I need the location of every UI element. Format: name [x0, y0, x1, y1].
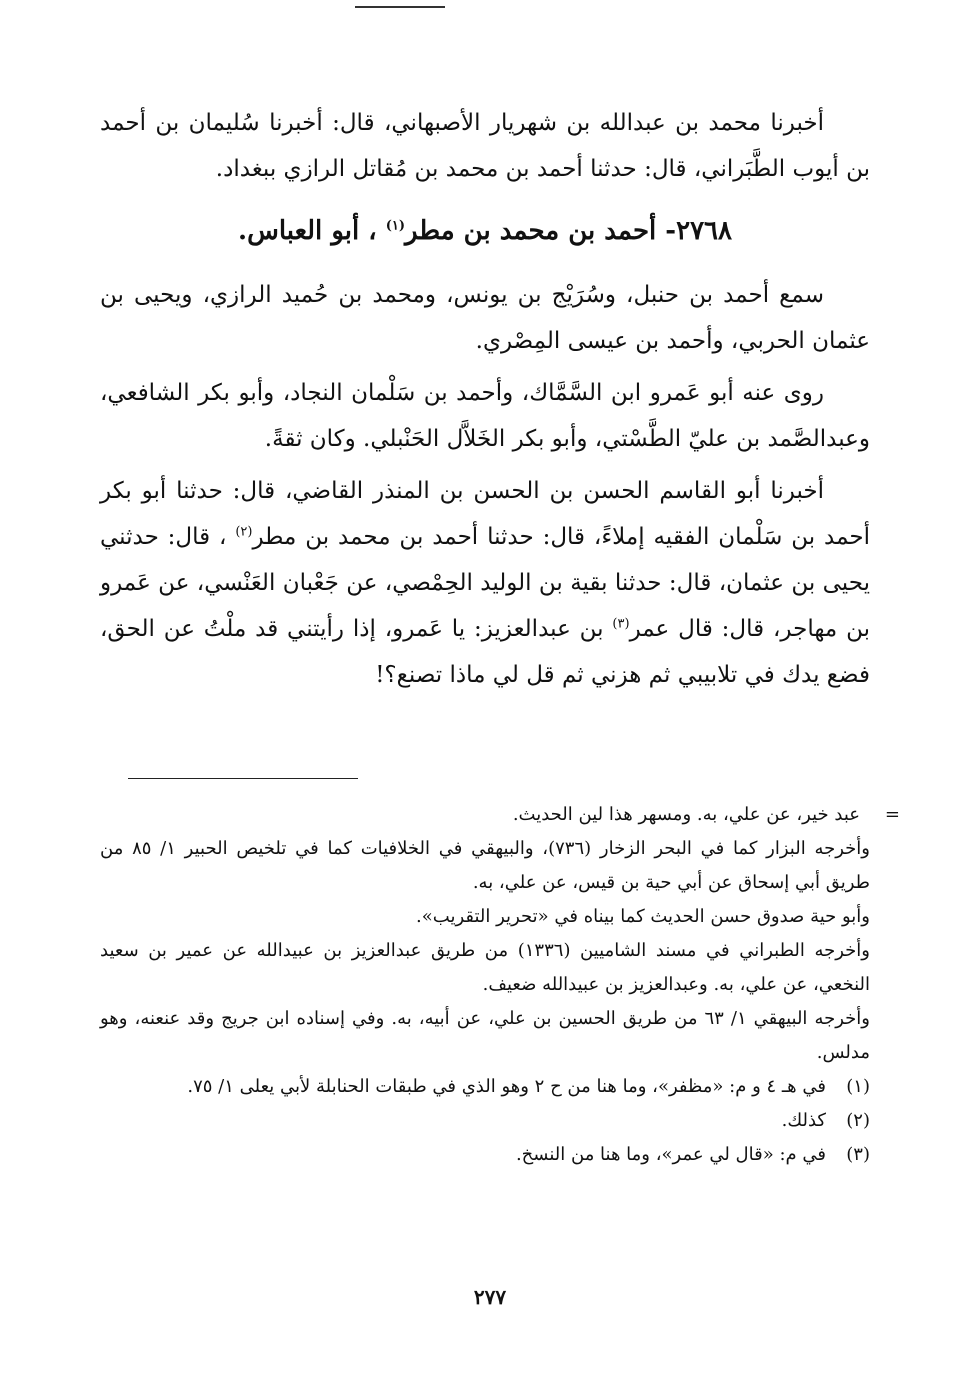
- entry-paragraph-3: [100, 468, 870, 698]
- footnote-continued-2: [100, 832, 870, 900]
- footnote-continued-2-text: وأخرجه البزار كما في البحر الزخار (٧٣٦)، والبيهقي في الخلافيات كما في تلخيص الحبير ١/ ٨٥ من طريق أبي إسحاق عن أبي حية بن قيس، عن علي، به.: [100, 838, 870, 893]
- entry-p1-text: سمع أحمد بن حنبل، وسُرَيْج بن يونس، ومحمد بن حُميد الرازي، ويحيى بن عثمان الحربي، وأحمد بن عيسى المِصْري.: [100, 282, 870, 354]
- footnote-continued-3: [100, 900, 870, 934]
- entry-p3-part-b: ، قال: حدثني يحيى بن عثمان، قال: حدثنا بقية بن الوليد الحِمْصي، عن جَعْبان العَنْسي، عن عَمرو بن مهاجر، قال: قال عمر: [100, 524, 870, 642]
- footnote-continuation-mark: =: [884, 804, 900, 825]
- page-number: ٢٧٧: [473, 1285, 507, 1309]
- footnote-continued-4: [100, 934, 870, 1002]
- footnote-continued-5: [100, 1002, 870, 1070]
- footnote-continued-1-text: عبد خير، عن علي، به. ومسهر هذا لين الحديث.: [512, 804, 860, 825]
- footnote-2: [100, 1104, 870, 1138]
- intro-paragraph: [100, 100, 870, 192]
- footnote-separator: [128, 778, 358, 779]
- footnote-3-text: في م: «قال لي عمر»، وما هنا من النسخ.: [515, 1144, 826, 1165]
- entry-paragraph-1: [100, 272, 870, 364]
- footnote-1: [100, 1070, 870, 1104]
- footnote-3: [100, 1138, 870, 1172]
- footnote-ref-1[interactable]: (١): [385, 218, 406, 234]
- footnote-continued-4-text: وأخرجه الطبراني في مسند الشاميين (١٣٣٦) من طريق عبدالعزيز بن عبيدالله عن عمير بن سعيد النخعي، عن علي، به. وعبدالعزيز بن عبيدالله ضعيف.: [100, 940, 870, 995]
- entry-p3-part-a: أخبرنا أبو القاسم الحسن بن الحسن بن المنذر القاضي، قال: حدثنا أبو بكر أحمد بن سَلْمان الفقيه إملاءً، قال: حدثنا أحمد بن محمد بن مطر: [100, 478, 871, 550]
- footnote-ref-2[interactable]: (٢): [235, 524, 253, 540]
- entry-heading: [100, 208, 870, 254]
- entry-p2-text: روى عنه أبو عَمرو ابن السَّمَّاك، وأحمد بن سَلْمان النجاد، وأبو بكر الشافعي، وعبدالصَّمد بن عليّ الطَّسْتي، وأبو بكر الخَلاَّل الحَنْبلي. وكان ثقةً.: [100, 380, 870, 452]
- footnote-continued-1: [100, 798, 870, 832]
- footnote-continued-3-text: وأبو حية صدوق حسن الحديث كما بيناه في «تحرير التقريب».: [416, 906, 870, 927]
- entry-heading-tail: ، أبو العباس.: [238, 216, 377, 246]
- footnote-3-number: (٣): [846, 1144, 870, 1165]
- footnotes-section: [100, 798, 900, 1172]
- footnote-1-text: في هـ ٤ و م: «مظفر»، وما هنا من ح ٢ وهو الذي في طبقات الحنابلة لأبي يعلى ١/ ٧٥.: [187, 1076, 826, 1097]
- entry-p3-part-c: بن عبدالعزيز: يا عَمرو، إذا رأيتني قد ملْتُ عن الحق، فضع يدك في تلابيبي ثم هزني ثم قل لي ماذا تصنع؟!: [100, 616, 870, 688]
- footnote-1-number: (١): [846, 1076, 870, 1097]
- footnote-2-text: كذلك.: [781, 1110, 826, 1131]
- top-rule: [355, 6, 445, 8]
- footnote-2-number: (٢): [846, 1110, 870, 1131]
- entry-heading-text: ٢٧٦٨- أحمد بن محمد بن مطر: [405, 216, 732, 246]
- entry-paragraph-2: [100, 370, 870, 462]
- main-text: [100, 100, 870, 698]
- footnote-ref-3[interactable]: (٣): [612, 616, 630, 632]
- footnote-continued-5-text: وأخرجه البيهقي ١/ ٦٣ من طريق الحسين بن علي، عن أبيه، به. وفي إسناده ابن جريج وقد عنعنه، وهو مدلس.: [100, 1008, 870, 1063]
- intro-line: أخبرنا محمد بن عبدالله بن شهريار الأصبهاني، قال: أخبرنا سُليمان بن أحمد بن أيوب الطَّبَراني، قال: حدثنا أحمد بن محمد بن مُقاتل الرازي ببغداد.: [100, 110, 870, 182]
